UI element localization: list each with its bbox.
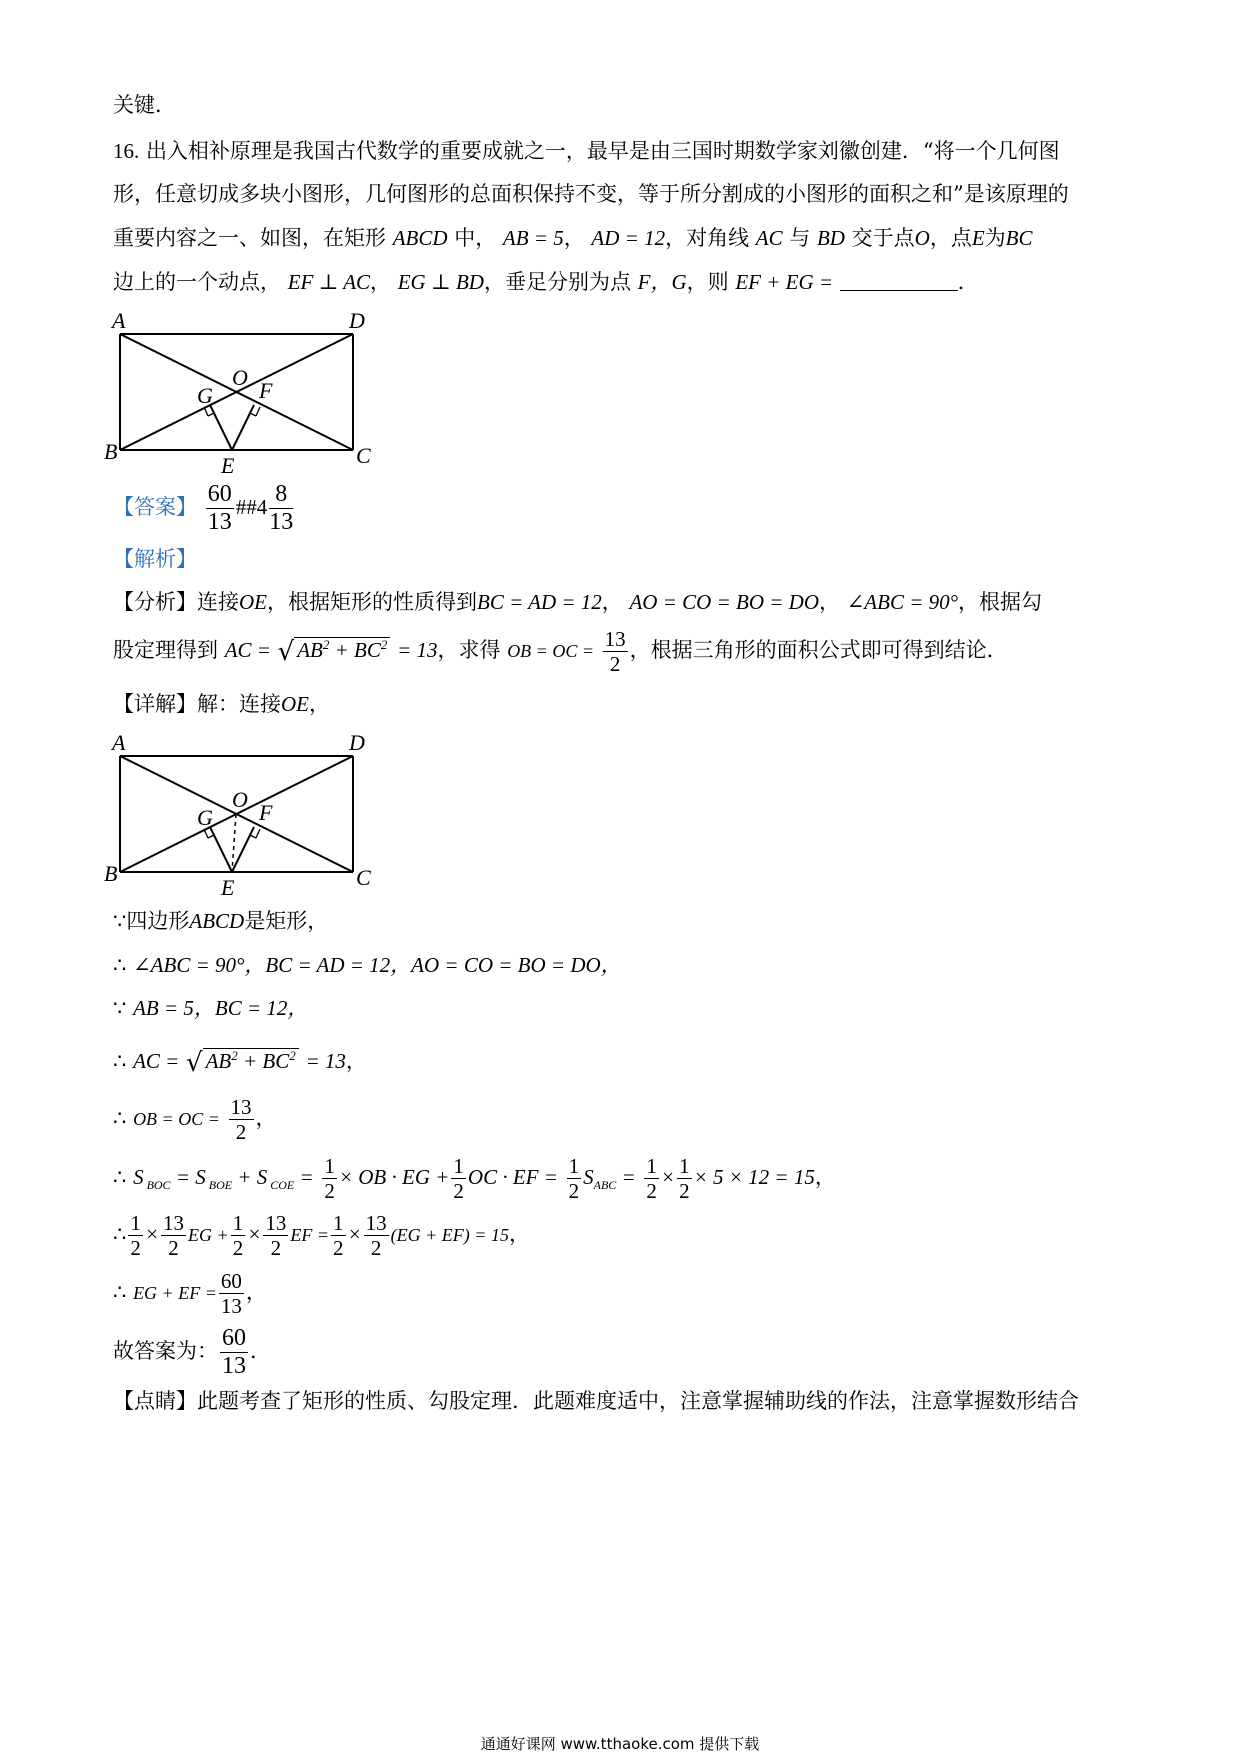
numerator: 13 [230,1095,252,1119]
math-BC: BC [354,638,381,663]
step-3 [113,998,308,1019]
label-B: B [104,861,118,886]
label-A: A [112,308,126,333]
text-fragment: ，对角线 [665,226,750,250]
label-G: G [197,383,213,408]
text-fragment: ，求得 [437,638,501,663]
answer-numerator: 60 [206,482,234,509]
math-BC-AD: BC = AD = 12 [477,590,602,614]
answer-line [113,482,295,535]
step-4: ∴ AC = √ $AB^2 + BC^2 = 13$， [113,1048,367,1078]
math-angle-ABC: ∠ABC = 90° [846,590,959,614]
math-OB-OC: OB = OC = [133,1109,220,1130]
because-symbol: ∵ [113,996,127,1020]
math-BC: BC [262,1049,290,1073]
analysis-line-2 [113,628,1008,675]
math-BC: BC [1005,226,1033,250]
figure-rectangle-2 [100,730,400,895]
radicand: $AB^2 + BC^2$ [203,1048,299,1073]
answer-tag: 【答案】 [113,495,197,520]
radicand: $AB^2 + BC^2$ [294,637,390,662]
denominator: 2 [609,652,621,677]
math-ABCD: ABCD [189,909,245,933]
answer-blank [840,272,958,291]
superscript: 2 [322,637,330,653]
superscript: 2 [380,637,388,653]
fraction-13-2 [603,628,628,675]
superscript: 2 [231,1048,238,1063]
xiangjie-tag: 【详解】 [113,692,197,716]
math-eq-13: = 13 [305,1049,346,1073]
answer-denominator: 13 [207,509,232,536]
radical-sign: √ [186,1048,203,1078]
text-fragment: ， [370,270,392,294]
dianjing-text: 此题考查了矩形的性质、勾股定理．此题难度适中，注意掌握辅助线的作法，注意掌握数形结合 [197,1389,1079,1413]
label-D: D [349,730,365,755]
math-EF-perp-AC: EF ⊥ AC [287,270,371,294]
label-G: G [197,805,213,830]
math-AB5: AB = 5 [502,226,564,250]
question-line-3: 重要内容之一、如图，在矩形 ABCD 中， AB = 5， AD = 12，对角线 AC 与 BD 交于点O，点E为BC [113,226,1033,250]
text-fragment: 股定理得到 [113,638,218,663]
radical-sign: √ [277,637,295,668]
math-AO-CO-BO-DO: AO = CO = BO = DO [629,590,819,614]
label-O: O [232,365,248,390]
text-fragment: 是矩形， [244,909,329,933]
label-B: B [104,439,118,464]
step-8: ∴ EG + EF = $\frac{60}{13}$ ， [113,1269,267,1319]
math-step-3: AB = 5，BC = 12， [133,996,309,1020]
final-answer-label: 故答案为： [113,1339,218,1364]
math-BD: BD [816,226,845,250]
denominator: 2 [235,1120,247,1145]
label-D: D [349,308,365,333]
label-C: C [356,865,371,890]
analysis-tag: 【解析】 [113,547,197,571]
math-E: E [971,226,985,250]
text-fragment: 交于点 [851,226,915,250]
text-fragment: 边上的一个动点， [113,270,281,294]
math-AB: AB [205,1049,232,1073]
question-text-1: 出入相补原理是我国古代数学的重要成就之一，最早是由三国时期数学家刘徽创建．“将一个几何图 [145,139,1060,163]
text-fragment: ，则 [686,270,729,294]
math-step-2: ∠ABC = 90°，BC = AD = 12，AO = CO = BO = DO， [133,953,622,977]
superscript: 2 [289,1048,296,1063]
math-ABCD: ABCD [392,226,448,250]
text-fragment: 中， [454,226,497,250]
step-7: ∴ $\frac{1}{2}$ × $\frac{13}{2}$ EG + $\frac{1}{2}$ × $\frac{13}{2}$ EF = $\frac{1}{2}$ × $\frac{13}{2}$ (EG + EF) = 15， [113,1211,530,1261]
math-OB-OC: OB = OC = [507,641,594,662]
text-fragment: ，垂足分别为点 [483,270,631,294]
dianjing-line [113,1391,1079,1412]
text-fragment: 连接 [197,590,239,614]
label-C: C [356,443,371,468]
math-AB: AB [297,638,323,663]
therefore-symbol: ∴ [113,1049,127,1073]
page-footer: 通通好课网 www.tthaoke.com 提供下载 [480,1735,760,1753]
math-EG-perp-BD: EG ⊥ BD [397,270,484,294]
text-fragment: ，根据勾 [958,590,1043,614]
math-OE: OE [281,692,309,716]
math-AC-eq: AC = [133,1049,180,1073]
question-line-2: 形，任意切成多块小图形，几何图形的总面积保持不变，等于所分割成的小图形的面积之和”是该原理的 [113,182,1069,206]
mixed-numerator: 8 [269,482,293,509]
math-OE: OE [239,590,267,614]
label-O: O [232,787,248,812]
step-1 [113,911,328,932]
label-A: A [112,730,126,755]
figure-rectangle-1 [100,308,400,473]
text-fragment: 重要内容之一、如图，在矩形 [113,226,386,250]
final-answer: 故答案为： $\frac{60}{13}$ ． [113,1325,271,1380]
numerator: 13 [604,627,626,651]
text-fragment: 解：连接 [197,692,281,716]
dianjing-tag: 【点睛】 [113,1389,197,1413]
question-line-4: 边上的一个动点， EF ⊥ AC， EG ⊥ BD，垂足分别为点 F，G，则 EF + EG = ． [113,270,979,294]
answer-separator: ## [235,495,257,520]
because-symbol: ∵ [113,909,127,933]
math-EF-plus-EG: EF + EG = [735,270,834,294]
answer-whole: 4 [256,495,268,520]
math-AD12: AD = 12 [591,226,666,250]
analysis-line-1: 【分析】连接OE，根据矩形的性质得到BC = AD = 12， AO = CO = BO = DO， ∠ABC = 90°，根据勾 [113,590,1043,614]
math-O: O [914,226,930,250]
label-F: F [259,800,273,825]
fraction-13-2 [229,1096,254,1143]
step-5: ∴ OB = OC = $\frac{13}{2}$ ， [113,1095,277,1145]
math-AC-eq: AC = [224,638,271,663]
step-6: ∴ S $_{BOC}$ = S $_{BOE}$ + S $_{COE}$ = $\frac{1}{2}$ × OB · EG + $\frac{1}{2}$ OC · EF = $\frac{1}{2}$ $S_{ABC}$ = $\frac{1}{2}$ × $\frac{1}{2}$ × 5 × 12 = 15， [113,1154,836,1204]
therefore-symbol: ∴ [113,953,127,977]
label-F: F [259,378,273,403]
mixed-denominator: 13 [269,509,294,536]
therefore-symbol: ∴ [113,1106,127,1131]
math-AC: AC [755,226,783,250]
math-eq-13: = 13 [397,638,438,663]
text-fragment: 与 [789,226,811,250]
text-fragment: ，根据矩形的性质得到 [267,590,477,614]
math-FG: F，G [637,270,687,294]
answer-fraction [206,482,234,535]
text-fragment: 四边形 [126,909,190,933]
fenxi-tag: 【分析】 [113,590,197,614]
answer-mixed-fraction [269,482,293,535]
step-2 [113,955,622,976]
detail-line: 【详解】解：连接OE， [113,692,330,716]
label-E: E [221,453,235,473]
text-fragment: ，根据三角形的面积公式即可得到结论． [629,638,1008,663]
prev-question-tail: 关键． [113,93,176,117]
text-fragment: ，点 [929,226,972,250]
question-line-1 [113,141,1060,162]
question-number: 16. [113,139,140,163]
text-fragment: 为 [984,226,1006,250]
label-E: E [221,875,235,895]
